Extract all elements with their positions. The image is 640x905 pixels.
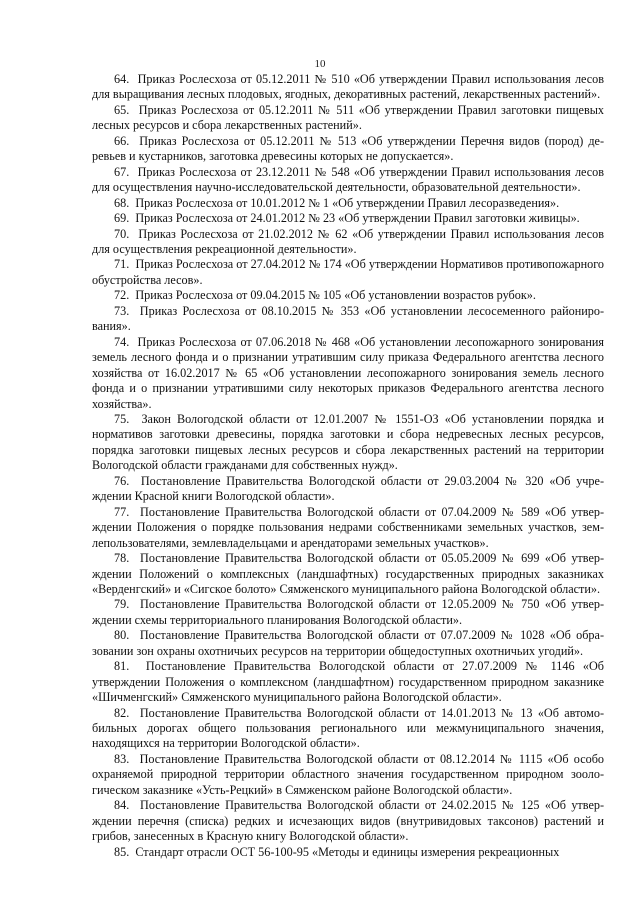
item-number: 85.: [114, 844, 130, 859]
list-item: [92, 257, 604, 288]
list-item: [92, 412, 604, 474]
item-text: Постановление Правительства Вологодской области от 07.04.2009 № 589 «Об утверждении Положения о порядке пользования недрами собственниками земельных участков, землепользователями, землевладельцами и арендаторами земельных участков».: [92, 504, 605, 550]
page-number: 10: [314, 58, 326, 70]
item-number: 68.: [114, 195, 130, 210]
list-item: [92, 304, 604, 335]
item-number: 67.: [114, 164, 130, 179]
item-number: 79.: [114, 597, 130, 612]
list-item: [92, 211, 604, 226]
item-text: Постановление Правительства Вологодской области от 08.12.2014 № 1115 «Об особо охраняемой природной территории областного значения государственном природном зоологическом заказнике «Усть-Рецкий» в Сямженском районе Вологодской области».: [92, 751, 605, 797]
list-item: [92, 474, 604, 505]
item-number: 74.: [114, 334, 130, 349]
item-text: Приказ Рослесхоза от 08.10.2015 № 353 «Об установлении лесосеменного районирования».: [92, 303, 604, 334]
list-item: [92, 551, 604, 597]
list-item: [92, 505, 604, 551]
item-number: 73.: [114, 303, 130, 318]
item-number: 76.: [114, 473, 130, 488]
regulation-list: [92, 72, 604, 860]
item-text: Постановление Правительства Вологодской области от 07.07.2009 № 1028 «Об образовании зон охраны охотничьих ресурсов на территории общедоступных охотничьих угодий».: [92, 628, 604, 658]
item-number: 64.: [114, 72, 130, 86]
item-text: Приказ Рослесхоза от 21.02.2012 № 62 «Об утверждении Правил использования лесов для осуществления рекреационной деятельности».: [92, 226, 604, 256]
list-item: [92, 134, 604, 165]
item-text: Постановление Правительства Вологодской области от 05.05.2009 № 699 «Об утверждении Положений о комплексных (ландшафтных) государственных природных заказниках «Верденгский» и «Сигское болото» Сямженского муниципального района Вологодской области».: [92, 551, 605, 596]
item-text: Приказ Рослесхоза от 05.12.2011 № 510 «Об утверждении Правил использования лесов для выращивания лесных плодовых, ягодных, декоративных растений, лекарственных растений».: [92, 72, 605, 102]
item-text: Приказ Рослесхоза от 23.12.2011 № 548 «Об утверждении Правил использования лесов для осуществления научно-исследовательской деятельности, образовательной деятельности».: [92, 164, 605, 195]
list-item: [92, 597, 604, 628]
list-item: [92, 845, 604, 860]
item-text: Постановление Правительства Вологодской области от 27.07.2009 № 1146 «Об утверждении Положения о комплексном (ландшафтном) государственном природном заказнике «Шичменгский» Сямженского муниципального района Вологодской области».: [92, 659, 604, 705]
item-number: 69.: [114, 211, 130, 226]
item-text: Приказ Рослесхоза от 09.04.2015 № 105 «Об установлении возрастов рубок».: [135, 288, 536, 303]
item-number: 72.: [114, 288, 130, 303]
list-item: [92, 798, 604, 844]
list-item: [92, 288, 604, 303]
list-item: [92, 752, 604, 798]
item-text: Закон Вологодской области от 12.01.2007 № 1551-ОЗ «Об установлении порядка и нормативов заготовки древесины, порядка заготовки и сбора недревесных лесных ресурсов, порядка заготовки пищевых лесных ресурсов и сбора лекарственных растений на территории Вологодской области гражданами для собственных нужд».: [92, 411, 604, 473]
list-item: [92, 165, 604, 196]
item-text: Приказ Рослесхоза от 24.01.2012 № 23 «Об утверждении Правил заготовки живицы».: [135, 211, 580, 226]
item-number: 83.: [114, 751, 130, 766]
item-number: 66.: [114, 133, 130, 148]
list-item: [92, 227, 604, 258]
item-number: 77.: [114, 504, 130, 519]
item-number: 80.: [114, 628, 130, 643]
item-text: Приказ Рослесхоза от 05.12.2011 № 511 «Об утверждении Правил заготовки пищевых лесных ресурсов и сбора лекарственных растений».: [92, 102, 605, 133]
item-number: 71.: [114, 257, 130, 272]
item-number: 78.: [114, 551, 130, 566]
item-number: 75.: [114, 411, 130, 426]
item-number: 82.: [114, 705, 130, 720]
item-text: Постановление Правительства Вологодской области от 24.02.2015 № 125 «Об утверждении перечня (списка) редких и исчезающих видов (внутривидовых таксонов) растений и грибов, занесенных в Красную книгу Вологодской области».: [92, 798, 605, 844]
list-item: [92, 628, 604, 659]
item-text: Приказ Рослесхоза от 05.12.2011 № 513 «Об утверждении Перечня видов (пород) деревьев и кустарников, заготовка древесины которых не допускается».: [92, 133, 604, 164]
item-text: Приказ Рослесхоза от 07.06.2018 № 468 «Об установлении лесопожарного зонирования земель лесного фонда и о признании утратившим силу приказа Федерального агентства лесного хозяйства от 16.02.2017 № 65 «Об установлении лесопожарного зонирования земель лесного фонда и о признании утратившими силу некоторых приказов Федерального агентства лесного хозяйства».: [92, 334, 605, 411]
item-number: 70.: [114, 226, 130, 241]
item-number: 81.: [114, 659, 130, 674]
item-number: 65.: [114, 102, 130, 117]
item-text: Постановление Правительства Вологодской области от 12.05.2009 № 750 «Об утверждении схемы территориального планирования Вологодской области».: [92, 597, 605, 627]
list-item: [92, 103, 604, 134]
item-text: Постановление Правительства Вологодской области от 14.01.2013 № 13 «Об автомобильных дорогах общего пользования регионального или межмуниципального значения, находящихся на территории Вологодской области».: [92, 705, 604, 751]
list-item: [92, 659, 604, 705]
item-text: Постановление Правительства Вологодской области от 29.03.2004 № 320 «Об учреждении Красной книги Вологодской области».: [92, 473, 604, 504]
list-item: [92, 196, 604, 211]
list-item: [92, 706, 604, 752]
list-item: [92, 335, 604, 412]
item-text: Приказ Рослесхоза от 10.01.2012 № 1 «Об утверждении Правил лесоразведения».: [135, 195, 560, 210]
list-item: [92, 72, 604, 103]
item-text: Стандарт отрасли ОСТ 56-100-95 «Методы и единицы измерения рекреационных: [135, 844, 560, 859]
item-text: Приказ Рослесхоза от 27.04.2012 № 174 «Об утверждении Нормативов противопожарного обустройства лесов».: [92, 257, 604, 287]
item-number: 84.: [114, 798, 130, 813]
